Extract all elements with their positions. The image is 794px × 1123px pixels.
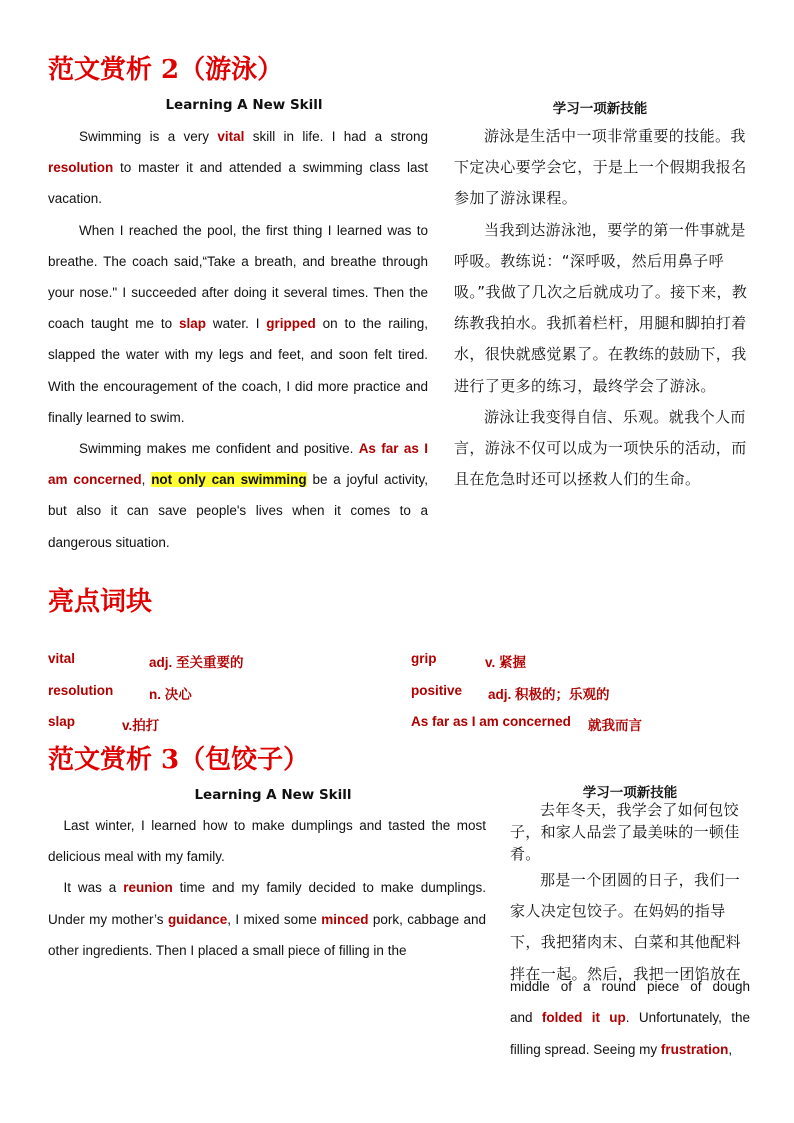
section-title: 范文赏析 2（游泳）: [48, 55, 284, 85]
english-essay: [48, 121, 428, 558]
paragraph: 游泳让我变得自信、乐观。就我个人而言，游泳不仅可以成为一项快乐的活动，而且在危急时还可以拯救人们的生命。: [454, 407, 747, 489]
vocab-item: [411, 651, 761, 671]
vocab-item: [48, 651, 398, 671]
vocab-definition: n. 决心: [149, 687, 192, 702]
keyword: folded it up: [541, 1010, 626, 1025]
chinese-essay: [454, 121, 750, 495]
vocab-term: positive: [411, 683, 463, 698]
chinese-essay-title: 学习一项新技能: [552, 101, 648, 117]
vocab-term: As far as I am concerned: [411, 714, 571, 729]
english-continuation: [510, 971, 750, 1067]
paragraph: When I reached the pool, the first thing I learned was to breathe. The coach said,“Take a breath, and breathe through your nose." I succeeded after doing it several times. Then the coach taught me to slap water. I gripped on to the railing, slapped the water with my legs and feet, and soon felt tired. With the encouragement of the coach, I did more practice and finally learned to swim.: [48, 222, 428, 425]
vocab-item: [411, 683, 761, 703]
keyword: guidance: [167, 911, 228, 927]
english-essay: [48, 810, 486, 966]
vocab-item: [48, 714, 398, 734]
chinese-essay: [510, 799, 750, 865]
vocab-definition: adj. 积极的；乐观的: [488, 687, 610, 702]
keyword: vital: [217, 129, 245, 144]
highlights-title: 亮点词块: [48, 587, 153, 617]
keyword: frustration: [660, 1042, 729, 1057]
section-title: 范文赏析 3（包饺子）: [48, 745, 310, 775]
keyword: resolution: [48, 160, 114, 176]
paragraph: 那是一个团圆的日子，我们一家人决定包饺子。在妈妈的指导下，我把猪肉末、白菜和其他配料拌在一起。然后，我把一团馅放在: [510, 871, 742, 983]
keyword: gripped: [266, 316, 316, 332]
keyword: reunion: [123, 880, 173, 896]
text-line: and folded it up. Unfortunately, the: [510, 1010, 750, 1025]
paragraph: Last winter, I learned how to make dumplings and tasted the most delicious meal with my family.: [48, 818, 486, 865]
english-essay-title: Learning A New Skill: [165, 97, 323, 113]
vocab-definition: adj. 至关重要的: [149, 655, 244, 670]
keyword: minced: [321, 911, 369, 927]
paragraph: 去年冬天，我学会了如何包饺子，和家人品尝了最美味的一顿佳肴。: [510, 801, 740, 863]
vocab-term: grip: [411, 651, 437, 666]
highlighted-phrase: not only can swimming: [151, 472, 307, 488]
vocab-definition: v. 紧握: [485, 655, 527, 670]
chinese-essay-title: 学习一项新技能: [582, 785, 678, 801]
paragraph: Swimming makes me confident and positive. As far as I am concerned, not only can swimming be a joyful activity, but also it can save people's lives when it comes to a dangerous situation.: [48, 441, 428, 550]
vocab-term: vital: [48, 651, 76, 666]
paragraph: Swimming is a very vital skill in life. I had a strong resolution to master it and attended a swimming class last vacation.: [48, 129, 428, 207]
text-line: middle of a round piece of dough: [510, 979, 750, 994]
vocab-definition: v.拍打: [122, 718, 160, 733]
english-essay-title: Learning A New Skill: [194, 787, 352, 803]
vocab-item: [411, 714, 761, 734]
vocab-term: resolution: [48, 683, 114, 698]
paragraph: It was a reunion time and my family decided to make dumplings. Under my mother’s guidance, I mixed some minced pork, cabbage and other ingredients. Then I placed a small piece of filling in the: [48, 880, 486, 958]
vocab-term: slap: [48, 714, 76, 729]
vocab-item: [48, 683, 398, 703]
keyword: As far as I am concerned: [48, 441, 428, 488]
paragraph: 当我到达游泳池，要学的第一件事就是呼吸。教练说：“深呼吸，然后用鼻子呼吸。”我做了几次之后就成功了。接下来，教练教我拍水。我抓着栏杆，用腿和脚拍打着水，很快就感觉累了。在教练的鼓励下，我进行了更多的练习，最终学会了游泳。: [454, 220, 748, 395]
paragraph: 游泳是生活中一项非常重要的技能。我下定决心要学会它，于是上一个假期我报名参加了游泳课程。: [454, 127, 747, 208]
keyword: slap: [178, 316, 206, 332]
text-line: filling spread. Seeing my frustration,: [510, 1042, 733, 1057]
vocab-definition: 就我而言: [588, 718, 642, 733]
